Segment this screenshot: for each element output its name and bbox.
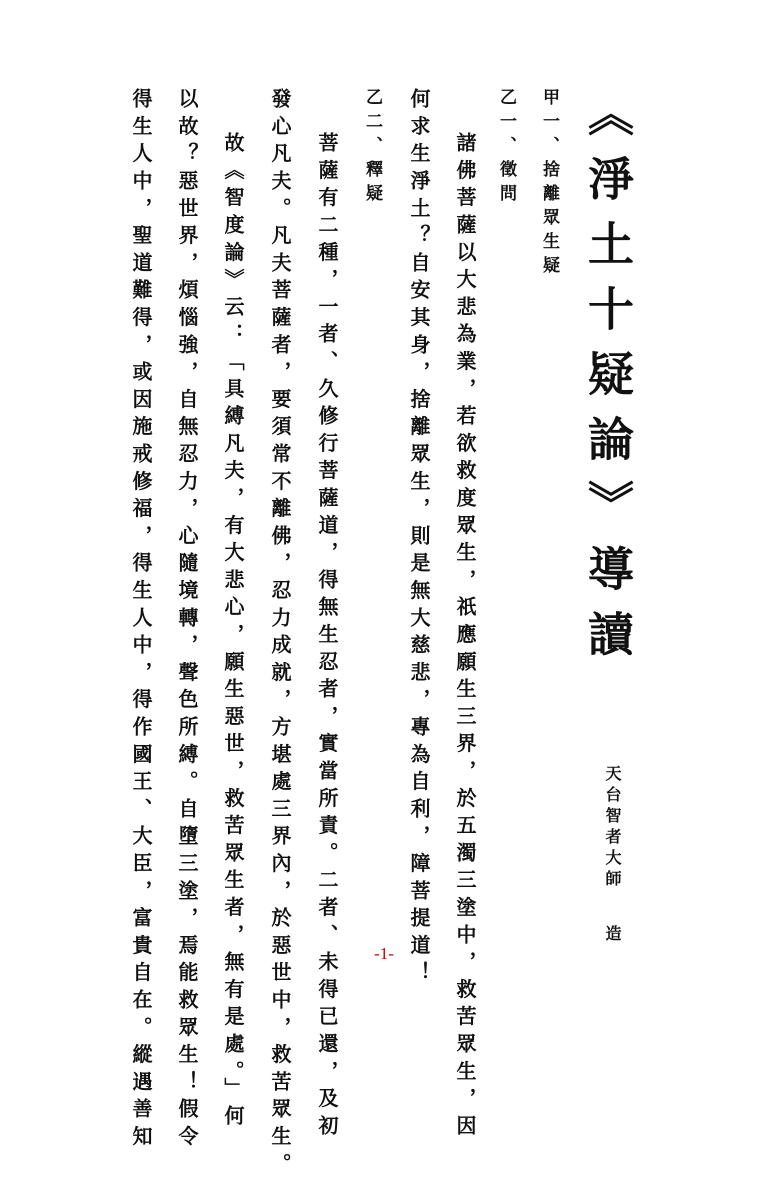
page-number: -1- [374, 944, 394, 963]
body-column-4: 發心凡夫。凡夫菩薩者，要須常不離佛，忍力成就，方堪處三界內，於惡世中，救苦眾生。 [268, 88, 292, 1180]
page-title: 《淨土十疑論》導讀 [581, 90, 635, 675]
body-column-1: 諸佛菩薩以大悲為業，若欲救度眾生，祇應願生三界，於五濁三塗中，救苦眾生，因 [453, 132, 477, 1143]
body-column-7: 得生人中，聖道難得，或因施戒修福，得生人中，得作國王、大臣，富貴自在。縱遇善知 [129, 88, 153, 1153]
subsection-heading-1-1: 乙一、徵問 [496, 88, 516, 208]
body-column-5: 故《智度論》云：「具縛凡夫，有大悲心，願生惡世，救苦眾生者，無有是處。」何 [221, 132, 245, 1133]
body-column-6: 以故？惡世界，煩惱強，自無忍力，心隨境轉，聲色所縛。自墮三塗，焉能救眾生！假令 [175, 88, 199, 1153]
author-role: 造 [603, 925, 622, 946]
section-heading-1: 甲一、捨離眾生疑 [539, 88, 559, 280]
body-column-2: 何求生淨土？自安其身，捨離眾生，則是無大慈悲，專為自利，障菩提道！ [407, 88, 431, 989]
body-column-3: 菩薩有二種，一者、久修行菩薩道，得無生忍者，實當所責。二者、未得已還，及初 [315, 132, 339, 1143]
author-line [604, 765, 620, 946]
author-name: 天台智者大師 [603, 765, 622, 891]
subsection-heading-1-2: 乙二、釋疑 [362, 88, 382, 208]
